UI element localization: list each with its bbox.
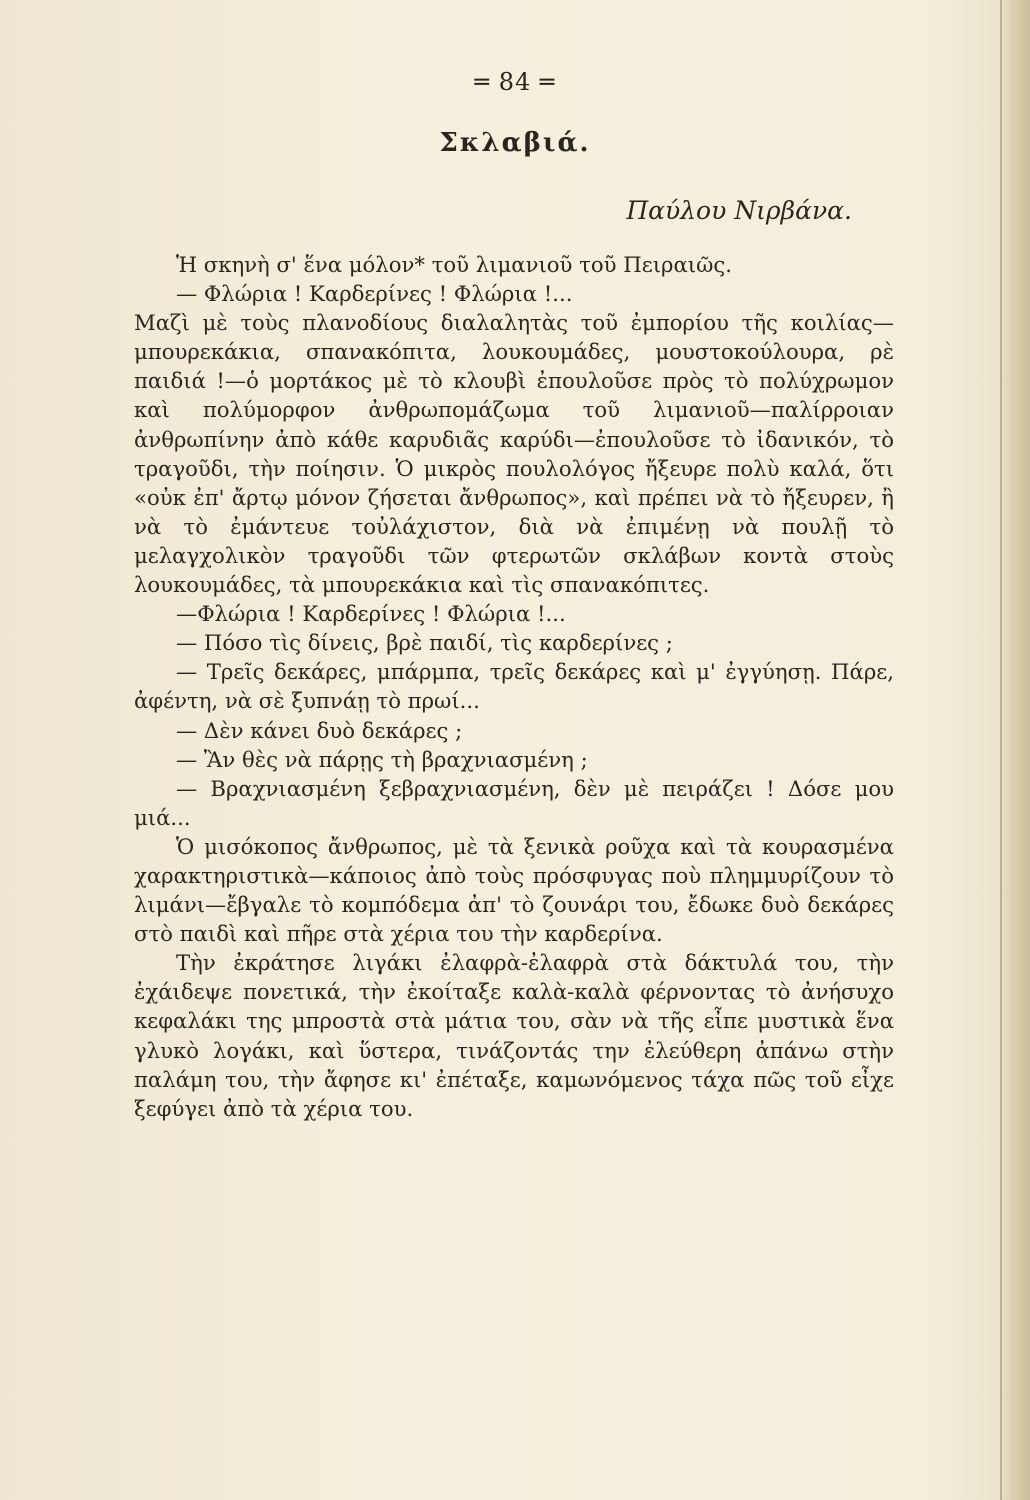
paragraph-dialog-5: — Βραχνιασμένη ξεβραχνιασμένη, δὲν μὲ πειράζει ! Δόσε μου μιά... — [134, 775, 894, 830]
page-number: ═ 84 ═ — [474, 68, 556, 96]
paragraph-narration-2: Ὁ μισόκοπος ἄνθρωπος, μὲ τὰ ξενικὰ ροῦχα καὶ τὰ κουρασμένα χαρακτηριστικὰ—κάποιος ἀπὸ τοὺς πρόσφυγας ποὺ πλημμυρίζουν τὸ λιμάνι—ἔβγαλε τὸ κομπόδεμα ἀπ' τὸ ζουνάρι του, ἔδωκε δυὸ δεκάρες στὸ παιδὶ καὶ πῆρε στὰ χέρια του τὴν καρδερίνα. — [134, 833, 894, 947]
paragraph-narration-1: Μαζὶ μὲ τοὺς πλανοδίους διαλαλητὰς τοῦ ἐμπορίου τῆς κοιλίας— μπουρεκάκια, σπανακόπιτα, λουκουμάδες, μουστοκούλουρα, ρὲ παιδιά !—ὁ μορτάκος μὲ τὸ κλουβὶ ἐπουλοῦσε πρὸς τὸ πολύχρωμον καὶ πολύμορφον ἀνθρωπομάζωμα τοῦ λιμανιοῦ—παλίρροιαν ἀνθρωπίνην ἀπὸ κάθε καρυδιᾶς καρύδι—ἐπουλοῦσε τὸ ἰδανικόν, τὸ τραγοῦδι, τὴν ποίησιν. Ὁ μικρὸς πουλολόγος ἤξευρε πολὺ καλά, ὅτι «οὐκ ἐπ' ἄρτῳ μόνον ζήσεται ἄνθρωπος», καὶ πρέπει νὰ τὸ ἤξευρεν, ἢ νὰ τὸ ἐμάντευε τοὐλάχιστον, διὰ νὰ ἐπιμένῃ νὰ πουλῇ τὸ μελαγχολικὸν τραγοῦδι τῶν φτερωτῶν σκλάβων κοντὰ στοὺς λουκουμάδες, τὰ μπουρεκάκια καὶ τὶς σπανακόπιτες. — [134, 310, 894, 598]
paragraph-narration-3: Τὴν ἐκράτησε λιγάκι ἐλαφρὰ-ἐλαφρὰ στὰ δάκτυλά του, τὴν ἐχάιδεψε πονετικά, τὴν ἐκοίταξε καλὰ-καλὰ φέρνοντας τὸ ἀνήσυχο κεφαλάκι της μπροστὰ στὰ μάτια του, σὰν νὰ τῆς εἶπε μυστικὰ ἕνα γλυκὸ λογάκι, καὶ ὕστερα, τινάζοντάς την ἐλεύθερη ἀπάνω στὴν παλάμη του, τὴν ἄφησε κι' ἐπέταξε, καμωνόμενος τάχα πῶς τοῦ εἶχε ξεφύγει ἀπὸ τὰ χέρια του. — [134, 950, 894, 1121]
paragraph-dialog-2: — Τρεῖς δεκάρες, μπάρμπα, τρεῖς δεκάρες καὶ μ' ἐγγύησῃ. Πάρε, ἀφέντη, νὰ σὲ ξυπνάῃ τὸ πρωί... — [134, 659, 894, 714]
page-edge — [1000, 0, 1030, 1500]
paragraph-cry-2: —Φλώρια ! Καρδερίνες ! Φλώρια !... — [176, 601, 566, 627]
paragraph-cry-1: — Φλώρια ! Καρδερίνες ! Φλώρια !... — [176, 281, 573, 307]
story-title: Σκλαβιά. — [439, 128, 591, 158]
paragraph-dialog-3: — Δὲν κάνει δυὸ δεκάρες ; — [176, 717, 463, 743]
author-name: Παύλου Νιρβάνα. — [626, 196, 852, 225]
paragraph-dialog-4: — Ἂν θὲς νὰ πάρῃς τὴ βραχνιασμένη ; — [176, 746, 588, 772]
story-text — [134, 250, 894, 1123]
paragraph-dialog-1: — Πόσο τὶς δίνεις, βρὲ παιδί, τὶς καρδερίνες ; — [176, 630, 673, 656]
paragraph-scene: Ἡ σκηνὴ σ' ἕνα μόλον* τοῦ λιμανιοῦ τοῦ Πειραιῶς. — [176, 252, 732, 277]
